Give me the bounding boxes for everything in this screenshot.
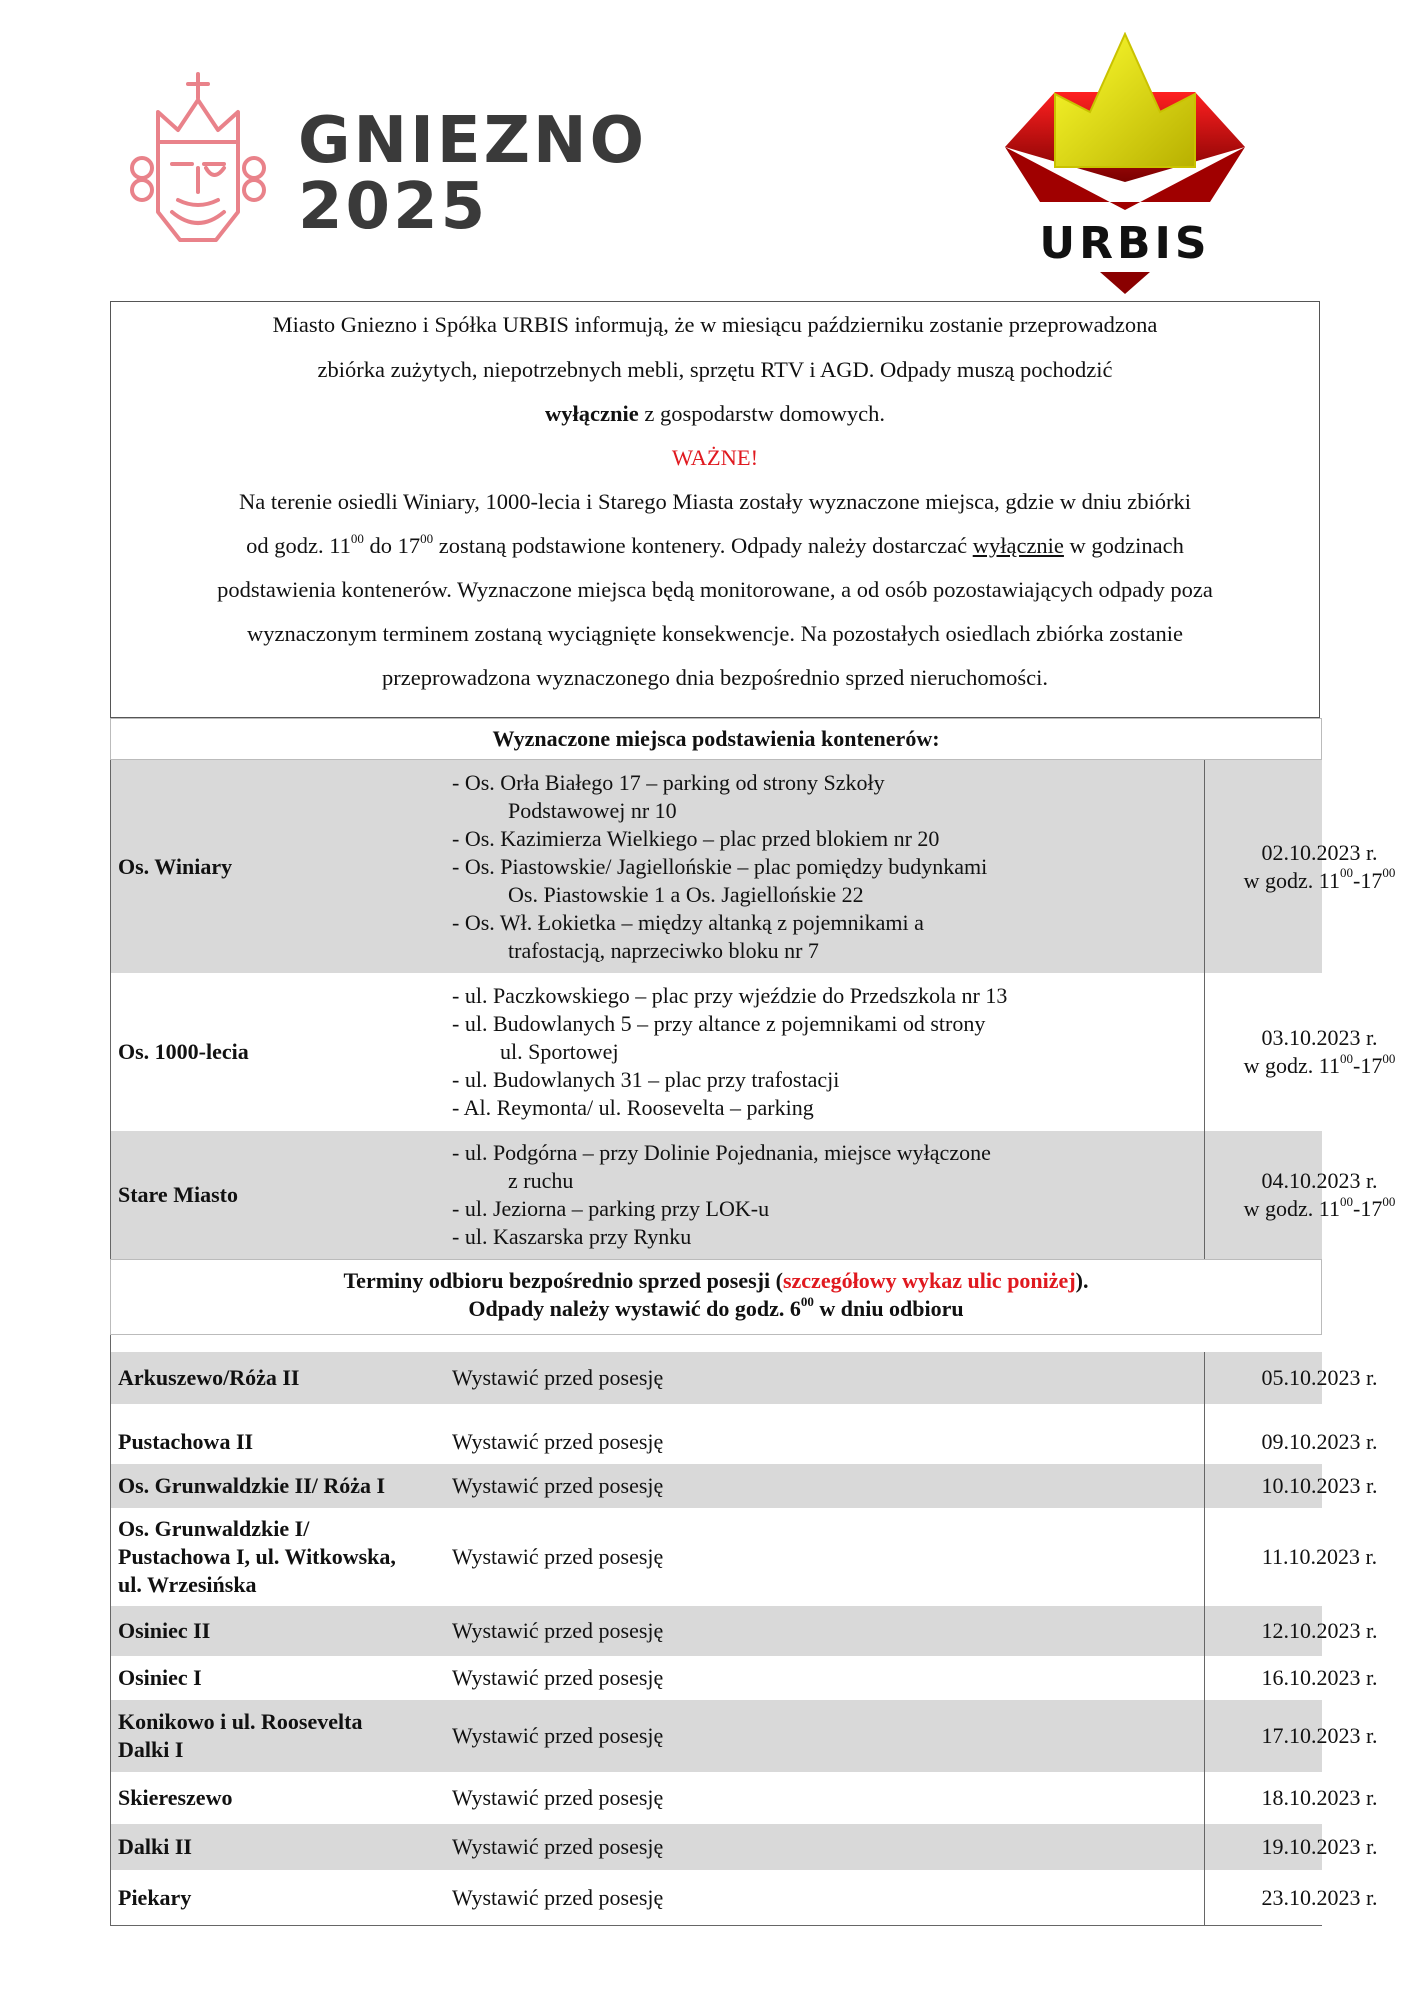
container-section-title: Wyznaczone miejsca podstawienia kontenerów: (110, 718, 1322, 760)
row-border (110, 973, 111, 1131)
location-date (1204, 973, 1414, 1131)
district-name: Dalki II (118, 1834, 192, 1859)
pickup-title-b: ). (1075, 1268, 1089, 1293)
district-name: Piekary (118, 1884, 192, 1910)
gniezno-wordmark (298, 104, 647, 244)
pickup-date: 16.10.2023 r. (1204, 1656, 1414, 1700)
table-row (110, 1700, 1378, 1772)
pickup-action: Wystawić przed posesję (452, 1665, 664, 1690)
location-line: - Os. Kazimierza Wielkiego – plac przed blokiem nr 20 (452, 825, 940, 851)
pickup-subtitle-b: w dniu odbioru (813, 1296, 964, 1321)
street-list-note: szczegółowy wykaz ulic poniżej (782, 1268, 1076, 1293)
pickup-date: 18.10.2023 r. (1204, 1772, 1414, 1824)
location-name: Os. 1000-lecia (118, 1039, 249, 1064)
district-name (110, 1700, 436, 1772)
table-row (110, 1352, 1378, 1404)
pickup-title-line (111, 1267, 1321, 1295)
table-row (110, 1404, 1378, 1464)
pickup-action: Wystawić przed posesję (452, 1834, 664, 1859)
location-line: Podstawowej nr 10 (508, 797, 677, 823)
gniezno-word: GNIEZNO (298, 104, 647, 178)
important-label: WAŻNE! (671, 445, 759, 470)
pickup-subtitle-line (111, 1295, 1321, 1323)
pickup-action: Wystawić przed posesję (452, 1618, 664, 1643)
time-range (1244, 867, 1396, 895)
time-sup: 00 (1340, 865, 1353, 881)
pickup-date: 17.10.2023 r. (1204, 1700, 1414, 1772)
date-text: 02.10.2023 r. (1261, 839, 1378, 865)
notice-line-9: przeprowadzona wyznaczonego dnia bezpośrednio sprzed nieruchomości. (382, 665, 1048, 690)
district-name: Osiniec I (118, 1665, 202, 1690)
pickup-action: Wystawić przed posesję (452, 1544, 664, 1569)
pickup-date: 11.10.2023 r. (1204, 1508, 1414, 1606)
district-name-line: Os. Grunwaldzkie I/ (118, 1516, 310, 1541)
date-text: 03.10.2023 r. (1261, 1025, 1378, 1050)
notice-line-2: zbiórka zużytych, niepotrzebnych mebli, sprzętu RTV i AGD. Odpady muszą pochodzić (317, 357, 1113, 382)
gniezno-2025-logo (128, 60, 688, 260)
location-line: trafostacją, naprzeciwko bloku nr 7 (508, 937, 819, 963)
time-mid: -17 (1353, 1053, 1383, 1078)
location-line: z ruchu (508, 1168, 574, 1193)
time-mid: -17 (1353, 867, 1383, 893)
hours-to-sup: 00 (420, 530, 434, 546)
district-name-line: Konikowo i ul. Roosevelta (118, 1709, 363, 1734)
notice-line-5: Na terenie osiedli Winiary, 1000-lecia i Starego Miasta zostały wyznaczone miejsca, gdzie w dniu zbiórki (239, 489, 1191, 514)
exclusively-underlined: wyłącznie (972, 533, 1064, 558)
time-range (1244, 1195, 1396, 1223)
hours-from-sup: 00 (350, 530, 364, 546)
district-name: Arkuszewo/Róża II (118, 1365, 300, 1390)
location-row-winiary (110, 760, 1396, 973)
pickup-action: Wystawić przed posesję (452, 1473, 664, 1498)
district-name-line: Pustachowa I, ul. Witkowska, (118, 1544, 396, 1569)
pickup-date: 10.10.2023 r. (1204, 1464, 1414, 1508)
pickup-subtitle-a: Odpady należy wystawić do godz. 6 (468, 1296, 801, 1321)
year-word: 2025 (298, 170, 489, 244)
row-border (110, 1131, 111, 1259)
location-list (436, 973, 1204, 1131)
time-sup: 00 (1382, 1193, 1396, 1209)
pickup-action: Wystawić przed posesję (452, 1365, 664, 1390)
notice-line-3 (111, 400, 1319, 428)
pickup-action: Wystawić przed posesję (452, 1429, 664, 1454)
pickup-date: 23.10.2023 r. (1204, 1870, 1414, 1925)
location-row-1000-lecia (110, 973, 1396, 1131)
district-name-line: ul. Wrzesińska (118, 1572, 257, 1597)
district-name-line: Dalki I (118, 1737, 184, 1762)
location-date (1204, 760, 1414, 973)
table-row (110, 1508, 1378, 1606)
notice-line-6 (111, 532, 1319, 560)
location-line: - Al. Reymonta/ ul. Roosevelta – parking (452, 1095, 814, 1120)
pickup-date: 05.10.2023 r. (1204, 1352, 1414, 1404)
pickup-action: Wystawić przed posesję (452, 1785, 664, 1810)
location-line: - Os. Wł. Łokietka – między altanką z pojemnikami a (452, 909, 924, 935)
time-prefix: w godz. 11 (1243, 867, 1340, 893)
location-line: - ul. Budowlanych 5 – przy altance z pojemnikami od strony (452, 1011, 986, 1036)
location-line: Os. Piastowskie 1 a Os. Jagiellońskie 22 (508, 881, 864, 907)
time-prefix: w godz. 11 (1243, 1196, 1340, 1221)
hours-to: do 17 (363, 533, 421, 558)
location-line: - ul. Kaszarska przy Rynku (452, 1224, 692, 1249)
table-row (110, 1656, 1378, 1700)
district-name: Skiereszewo (118, 1785, 233, 1810)
district-name: Osiniec II (118, 1618, 211, 1643)
notice-box (110, 301, 1320, 718)
date-text: 04.10.2023 r. (1261, 1168, 1378, 1193)
notice-line-3-rest: z gospodarstw domowych. (638, 401, 885, 426)
district-name: Os. Grunwaldzkie II/ Róża I (118, 1473, 386, 1498)
location-name: Os. Winiary (118, 853, 233, 879)
pickup-date: 12.10.2023 r. (1204, 1606, 1414, 1656)
location-line: - ul. Jeziorna – parking przy LOK-u (452, 1196, 770, 1221)
pickup-subtitle-sup: 00 (800, 1293, 814, 1309)
pickup-section-title (110, 1259, 1322, 1335)
urbis-logo (995, 32, 1255, 302)
location-line: ul. Sportowej (500, 1039, 619, 1064)
pickup-date: 19.10.2023 r. (1204, 1824, 1414, 1870)
location-row-stare-miasto (110, 1131, 1396, 1259)
pickup-date: 09.10.2023 r. (1204, 1404, 1414, 1464)
pickup-action: Wystawić przed posesję (452, 1884, 664, 1910)
urbis-wordmark: URBIS (1039, 218, 1211, 269)
location-name: Stare Miasto (118, 1182, 238, 1207)
notice-line-1: Miasto Gniezno i Spółka URBIS informują, że w miesiącu październiku zostanie przeprowadzona (272, 312, 1158, 337)
location-list (436, 1131, 1204, 1259)
location-line: - ul. Budowlanych 31 – plac przy trafostacji (452, 1067, 840, 1092)
crowned-king-face-icon (128, 72, 268, 252)
table-row (110, 1824, 1378, 1870)
notice-line-8: wyznaczonym terminem zostaną wyciągnięte konsekwencje. Na pozostałych osiedlach zbiórka zostanie (247, 621, 1183, 646)
notice-line-6-mid: zostaną podstawione kontenery. Odpady należy dostarczać (433, 533, 973, 558)
time-sup: 00 (1340, 1050, 1353, 1066)
location-line: - Os. Piastowskie/ Jagiellońskie – plac pomiędzy budynkami (452, 853, 988, 879)
location-list (436, 760, 1204, 973)
location-line: - ul. Paczkowskiego – plac przy wjeździe do Przedszkola nr 13 (452, 983, 1008, 1008)
row-border (110, 760, 111, 973)
time-mid: -17 (1353, 1196, 1383, 1221)
pickup-title-a: Terminy odbioru bezpośrednio sprzed posesji ( (343, 1268, 783, 1293)
district-name: Pustachowa II (118, 1429, 254, 1454)
pickup-action: Wystawić przed posesję (452, 1723, 664, 1748)
district-name (110, 1508, 436, 1606)
time-prefix: w godz. 11 (1243, 1053, 1340, 1078)
time-range (1244, 1052, 1396, 1080)
table-row (110, 1606, 1378, 1656)
table-row (110, 1870, 1378, 1926)
location-line: - Os. Orła Białego 17 – parking od strony Szkoły (452, 769, 885, 795)
time-sup: 00 (1382, 865, 1396, 881)
notice-line-7: podstawienia kontenerów. Wyznaczone miejsca będą monitorowane, a od osób pozostawiających odpady poza (217, 577, 1213, 602)
notice-line-6-end: w godzinach (1063, 533, 1184, 558)
notice-emphasis: wyłącznie (545, 401, 639, 426)
table-spacer (110, 1335, 1322, 1352)
table-row (110, 1772, 1378, 1824)
location-line: - ul. Podgórna – przy Dolinie Pojednania, miejsce wyłączone (452, 1140, 991, 1165)
time-sup: 00 (1340, 1193, 1353, 1209)
time-sup: 00 (1382, 1050, 1396, 1066)
table-row (110, 1464, 1378, 1508)
hours-from: od godz. 11 (246, 533, 351, 558)
location-date (1204, 1131, 1414, 1259)
